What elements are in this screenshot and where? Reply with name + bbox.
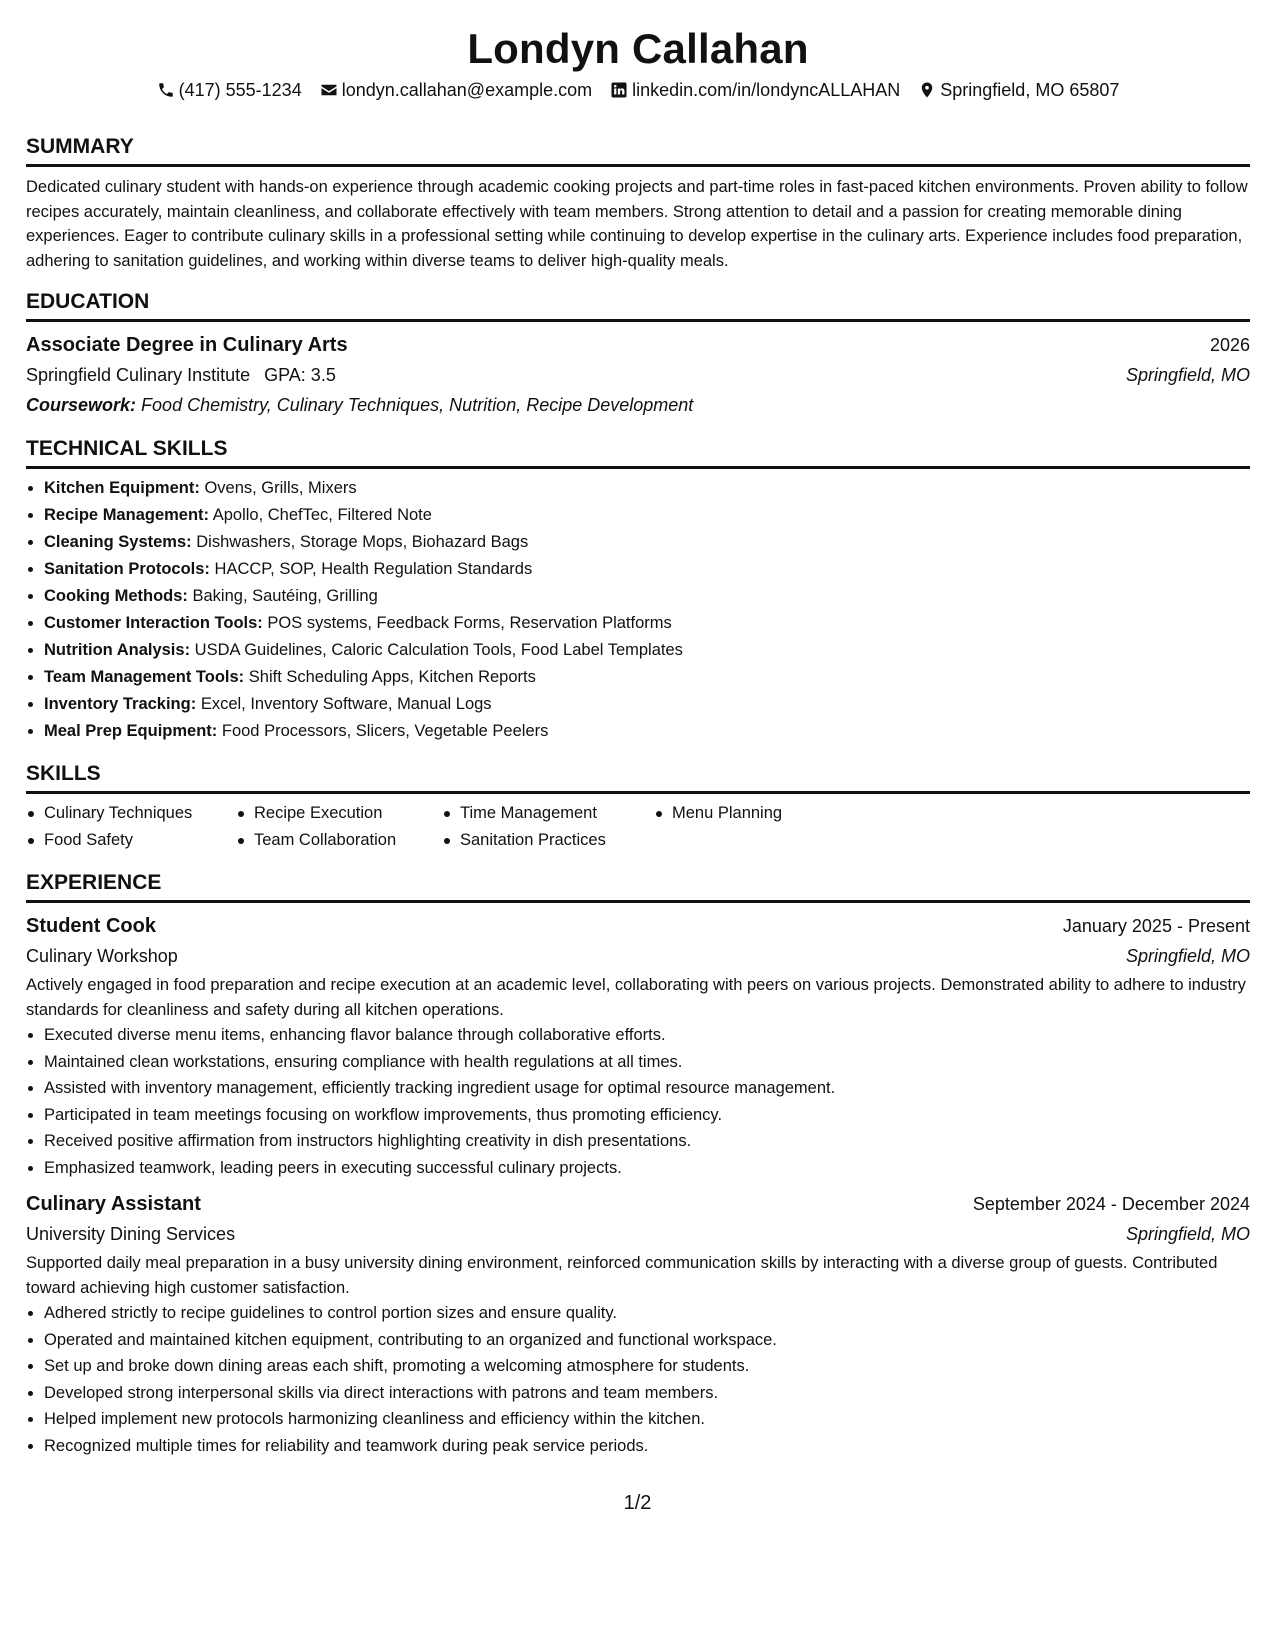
page-number: 1/2 — [623, 1492, 652, 1514]
phone-text: (417) 555-1234 — [178, 80, 302, 100]
coursework-label: Coursework: — [26, 395, 137, 415]
list-item: • Adhered strictly to recipe guidelines to control portion sizes and ensure quality. — [44, 1300, 1250, 1327]
job-bullets — [26, 1022, 1250, 1181]
section-divider — [26, 164, 1250, 167]
job-role: Student Cook — [26, 915, 156, 937]
skill-category-label: Cleaning Systems: — [44, 533, 192, 551]
list-item: • Recognized multiple times for reliability and teamwork during peak service periods. — [44, 1433, 1250, 1460]
contact-linkedin[interactable] — [610, 78, 900, 102]
skill-category-label: Nutrition Analysis: — [44, 641, 191, 659]
job-company: University Dining Services — [26, 1224, 236, 1244]
skill-category-label: Customer Interaction Tools: — [44, 614, 263, 632]
resume-page — [26, 0, 1250, 1459]
candidate-name: Londyn Callahan — [467, 25, 809, 72]
skill-category-value: HACCP, SOP, Health Regulation Standards — [214, 560, 533, 578]
list-item: • Set up and broke down dining areas each shift, promoting a welcoming atmosphere for students. — [44, 1353, 1250, 1380]
skill-category-value: Dishwashers, Storage Mops, Biohazard Bags — [196, 533, 529, 551]
email-text: londyn.callahan@example.com — [341, 80, 593, 100]
linkedin-icon — [610, 81, 628, 99]
job-role: Culinary Assistant — [26, 1193, 201, 1215]
skill-item: Recipe Execution — [236, 800, 442, 827]
job-company: Culinary Workshop — [26, 946, 178, 966]
job-entry — [26, 911, 1250, 1181]
skill-category-value: USDA Guidelines, Caloric Calculation Tools, Food Label Templates — [194, 641, 683, 659]
section-title-skills: SKILLS — [26, 762, 101, 785]
skill-item: Sanitation Practices — [442, 827, 654, 854]
section-divider — [26, 900, 1250, 903]
skill-category-value: Food Processors, Slicers, Vegetable Peelers — [221, 722, 549, 740]
list-item: • Developed strong interpersonal skills via direct interactions with patrons and team members. — [44, 1380, 1250, 1407]
location-text: Springfield, MO 65807 — [940, 80, 1120, 100]
job-entry — [26, 1189, 1250, 1459]
skill-category-value: POS systems, Feedback Forms, Reservation Platforms — [267, 614, 672, 632]
skill-category-value: Shift Scheduling Apps, Kitchen Reports — [248, 668, 536, 686]
list-item — [44, 718, 1250, 745]
job-bullets — [26, 1300, 1250, 1459]
graduation-year: 2026 — [1209, 335, 1250, 355]
job-header — [26, 911, 1250, 941]
contact-email[interactable] — [320, 78, 592, 102]
technical-skills-list — [26, 475, 1250, 745]
skill-category-label: Meal Prep Equipment: — [44, 722, 218, 740]
contact-location — [918, 78, 1119, 102]
list-item — [44, 664, 1250, 691]
list-item: • Participated in team meetings focusing on workflow improvements, thus promoting efficiency. — [44, 1102, 1250, 1129]
job-dates: January 2025 - Present — [1062, 916, 1250, 936]
job-description: Actively engaged in food preparation and recipe execution at an academic level, collaborating with peers on various projects. Demonstrated ability to adhere to industry standards for cleanliness and safety during all kitchen operations. — [26, 976, 1246, 1019]
skill-category-label: Sanitation Protocols: — [44, 560, 210, 578]
job-company-row — [26, 1219, 1250, 1249]
degree-title: Associate Degree in Culinary Arts — [26, 334, 348, 356]
list-item: • Received positive affirmation from instructors highlighting creativity in dish presentations. — [44, 1128, 1250, 1155]
skill-category-label: Cooking Methods: — [44, 587, 188, 605]
contact-bar — [26, 78, 1250, 102]
skill-category-label: Team Management Tools: — [44, 668, 245, 686]
list-item — [44, 583, 1250, 610]
list-item: • Emphasized teamwork, leading peers in executing successful culinary projects. — [44, 1155, 1250, 1182]
skill-item: Menu Planning — [654, 800, 854, 827]
school-name: Springfield Culinary Institute — [26, 365, 251, 385]
summary-text: Dedicated culinary student with hands-on experience through academic cooking projects and part-time roles in fast-paced kitchen environments. Proven ability to follow recipes accurately, maintain cleanliness, and collaborate effectively with team members. Strong attention to detail and a passion for creating memorable dining experiences. Eager to contribute culinary skills in a professional setting while continuing to develop expertise in the culinary arts. Experience includes food preparation, adhering to sanitation guidelines, and working within diverse teams to deliver high-quality meals. — [26, 178, 1248, 270]
job-description: Supported daily meal preparation in a busy university dining environment, reinforced communication skills by interacting with a diverse group of guests. Contributed toward achieving high customer satisfaction. — [26, 1254, 1218, 1297]
skill-item: Team Collaboration — [236, 827, 442, 854]
skill-item: Culinary Techniques — [26, 800, 236, 827]
gpa: GPA: 3.5 — [264, 365, 336, 385]
job-header — [26, 1189, 1250, 1219]
list-item — [44, 529, 1250, 556]
skill-category-value: Apollo, ChefTec, Filtered Note — [212, 506, 432, 524]
section-title-technical-skills: TECHNICAL SKILLS — [26, 437, 228, 460]
section-divider — [26, 319, 1250, 322]
school-line — [26, 360, 336, 390]
job-company-row — [26, 941, 1250, 971]
list-item: • Helped implement new protocols harmonizing cleanliness and efficiency within the kitchen. — [44, 1406, 1250, 1433]
list-item — [44, 502, 1250, 529]
skill-category-label: Recipe Management: — [44, 506, 210, 524]
coursework-line — [26, 390, 1250, 420]
skill-category-label: Kitchen Equipment: — [44, 479, 200, 497]
education-school-row — [26, 360, 1250, 390]
section-divider — [26, 791, 1250, 794]
list-item — [44, 556, 1250, 583]
job-location: Springfield, MO — [1125, 1224, 1250, 1244]
phone-icon — [157, 81, 175, 99]
list-item — [44, 691, 1250, 718]
school-location: Springfield, MO — [1125, 365, 1250, 385]
section-title-experience: EXPERIENCE — [26, 871, 162, 894]
section-title-education: EDUCATION — [26, 290, 150, 313]
section-divider — [26, 466, 1250, 469]
list-item — [44, 475, 1250, 502]
list-item: • Executed diverse menu items, enhancing flavor balance through collaborative efforts. — [44, 1022, 1250, 1049]
envelope-icon — [320, 81, 338, 99]
list-item: • Assisted with inventory management, efficiently tracking ingredient usage for optimal resource management. — [44, 1075, 1250, 1102]
skill-category-label: Inventory Tracking: — [44, 695, 197, 713]
job-location: Springfield, MO — [1125, 946, 1250, 966]
list-item — [44, 637, 1250, 664]
skill-item: Time Management — [442, 800, 654, 827]
skill-category-value: Ovens, Grills, Mixers — [204, 479, 357, 497]
skills-grid — [26, 800, 1250, 854]
list-item — [44, 610, 1250, 637]
skill-item: Food Safety — [26, 827, 236, 854]
linkedin-text: linkedin.com/in/londyncALLAHAN — [632, 80, 901, 100]
map-pin-icon — [918, 81, 936, 99]
coursework-list: Food Chemistry, Culinary Techniques, Nutrition, Recipe Development — [141, 395, 694, 415]
section-title-summary: SUMMARY — [26, 135, 134, 158]
contact-phone[interactable] — [157, 78, 302, 102]
list-item: • Maintained clean workstations, ensuring compliance with health regulations at all times. — [44, 1049, 1250, 1076]
skill-category-value: Excel, Inventory Software, Manual Logs — [200, 695, 492, 713]
list-item: • Operated and maintained kitchen equipment, contributing to an organized and functional workspace. — [44, 1327, 1250, 1354]
job-dates: September 2024 - December 2024 — [972, 1194, 1250, 1214]
education-header — [26, 330, 1250, 360]
skill-category-value: Baking, Sautéing, Grilling — [192, 587, 378, 605]
